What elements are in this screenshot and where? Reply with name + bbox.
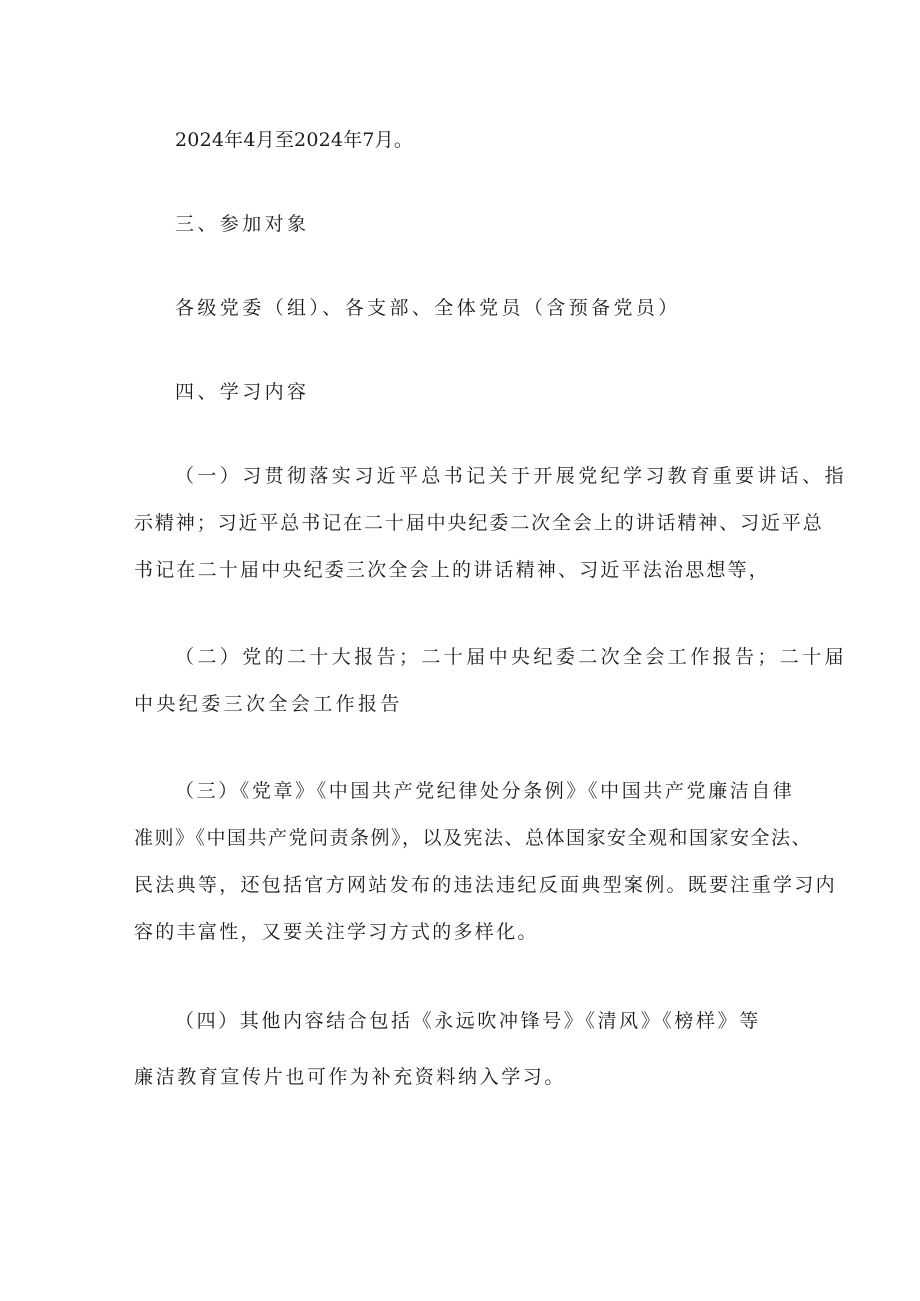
item-2-line-1: （二）党的二十大报告；二十届中央纪委二次全会工作报告；二十届 (175, 646, 848, 668)
section-heading-participants: 三、参加对象 (175, 213, 310, 235)
item-1-line-1: （一）习贯彻落实习近平总书记关于开展党纪学习教育重要讲话、指 (175, 465, 848, 487)
item-3-line-1: （三）《党章》《中国共产党纪律处分条例》《中国共产党廉洁自律 (175, 780, 795, 802)
item-2-line-2: 中央纪委三次全会工作报告 (134, 693, 403, 715)
participants-text: 各级党委（组）、各支部、全体党员（含预备党员） (175, 297, 681, 319)
item-1-line-3: 书记在二十届中央纪委三次全会上的讲话精神、习近平法治思想等， (134, 559, 771, 581)
item-4-line-2: 廉洁教育宣传片也可作为补充资料纳入学习。 (134, 1066, 567, 1088)
section-heading-study-content: 四、学习内容 (175, 381, 310, 403)
item-1-line-2: 示精神；习近平总书记在二十届中央纪委二次全会上的讲话精神、习近平总 (134, 512, 824, 534)
item-3-line-4: 容的丰富性，又要关注学习方式的多样化。 (134, 921, 539, 943)
period-text: 2024年4月至2024年7月。 (175, 129, 414, 151)
item-3-line-2: 准则》《中国共产党问责条例》，以及宪法、总体国家安全观和国家安全法、 (134, 827, 813, 849)
item-4-line-1: （四）其他内容结合包括《永远吹冲锋号》《清风》《榜样》等 (175, 1010, 761, 1032)
item-3-line-3: 民法典等，还包括官方网站发布的违法违纪反面典型案例。既要注重学习内 (134, 874, 837, 896)
